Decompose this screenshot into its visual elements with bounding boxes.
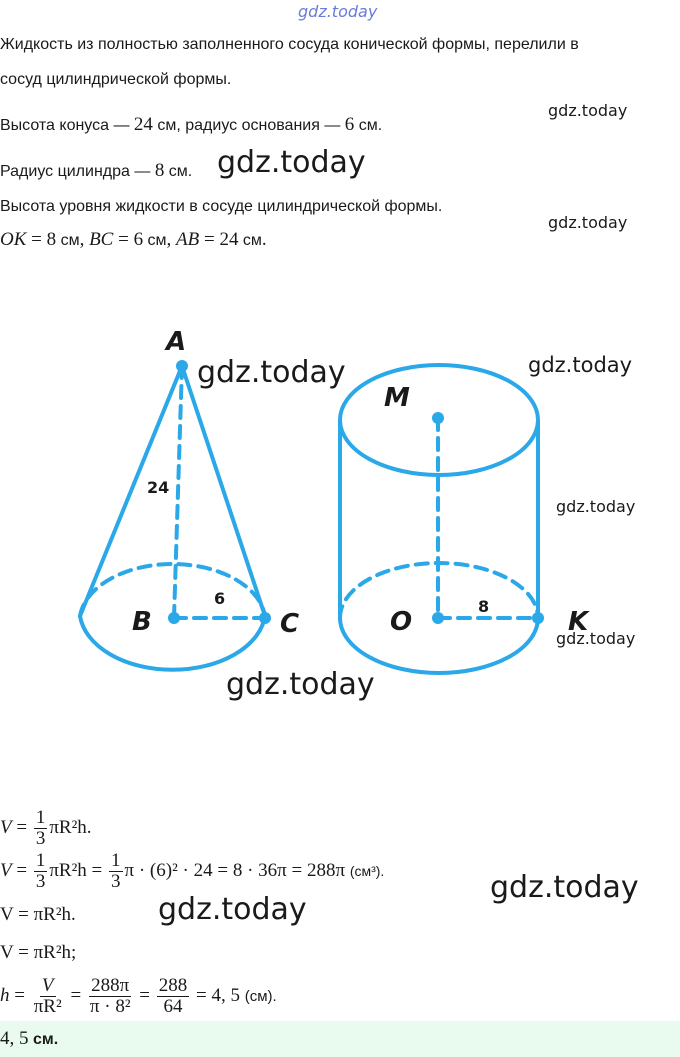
equation-5: h = $\frac{V}{\text{πR²}}$ = $\frac{288\pi}{\text{π · 8²}}$ = $\frac{288}{64}$ = 4, 5 (см). [0, 975, 277, 1017]
point-k [532, 612, 544, 624]
label-cone-height: 24 [147, 478, 170, 497]
watermark: gdz.today [490, 870, 639, 905]
given-line: OK = 8 см, BC = 6 см, AB = 24 см. [0, 229, 267, 250]
problem-line-5: Высота уровня жидкости в сосуде цилиндрической формы. [0, 198, 443, 215]
cyl-radius-prefix: Радиус цилиндра — [0, 163, 155, 180]
label-c: C [280, 609, 300, 639]
problem-line-3 [0, 114, 382, 136]
answer-unit: см. [32, 1031, 59, 1048]
label-b: B [132, 607, 152, 637]
cone-radius-suffix: см. [354, 117, 383, 134]
given-ab-label: AB [176, 229, 200, 250]
cone-right-edge [182, 366, 265, 616]
given-ab-unit: см [242, 232, 262, 249]
cone-radius-value: 6 [344, 114, 355, 135]
label-k: K [568, 607, 589, 637]
point-b [168, 612, 180, 624]
watermark: gdz.today [217, 145, 366, 180]
answer-text [0, 1028, 58, 1050]
point-o [432, 612, 444, 624]
point-a [176, 360, 188, 372]
watermark: gdz.today [197, 355, 346, 390]
cone-height-value: 24 [133, 114, 153, 135]
answer-bar [0, 1021, 680, 1057]
point-c [259, 612, 271, 624]
watermark: gdz.today [556, 629, 636, 648]
problem-line-2: сосуд цилиндрической формы. [0, 71, 232, 88]
cone-cylinder-figure [0, 300, 680, 720]
cone-height-prefix: Высота конуса — [0, 117, 134, 134]
answer-value: 4, 5 [0, 1028, 29, 1049]
equation-2: V = $\frac{1}{3}$ πR²h = $\frac{1}{3}$ π · (6)² · 24 = 8 · 36π = 288π (см³). [0, 850, 385, 892]
cone-base-front [80, 616, 265, 670]
label-a: A [166, 327, 187, 357]
label-cyl-radius: 8 [478, 597, 490, 616]
cone-height-mid: см, радиус основания — [152, 117, 345, 134]
cyl-radius-value: 8 [154, 160, 165, 181]
cyl-radius-suffix: см. [164, 163, 193, 180]
equation-3: V = πR²h. [0, 904, 76, 925]
equation-4: V = πR²h; [0, 942, 77, 963]
watermark: gdz.today [548, 213, 628, 232]
equation-1: V = $\frac{1}{3}$ πR²h. [0, 807, 92, 849]
given-ok-label: OK [0, 229, 27, 250]
label-o: O [390, 607, 413, 637]
given-bc-value: 6 [133, 229, 144, 250]
watermark: gdz.today [158, 892, 307, 927]
cone-height-line [174, 366, 182, 618]
given-ab-value: 24 [219, 229, 239, 250]
given-bc-label: BC [89, 229, 114, 250]
problem-line-4 [0, 160, 192, 182]
point-m [432, 412, 444, 424]
given-bc-unit: см [147, 232, 167, 249]
watermark: gdz.today [528, 353, 633, 377]
watermark: gdz.today [556, 497, 636, 516]
watermark: gdz.today [548, 101, 628, 120]
label-cone-radius: 6 [214, 589, 226, 608]
given-ok-unit: см [60, 232, 80, 249]
label-m: M [384, 383, 410, 413]
watermark-top: gdz.today [298, 2, 378, 21]
given-ok-value: 8 [46, 229, 57, 250]
problem-line-1: Жидкость из полностью заполненного сосуда конической формы, перелили в [0, 36, 579, 53]
cylinder-base-front [340, 618, 538, 673]
watermark: gdz.today [226, 667, 375, 702]
